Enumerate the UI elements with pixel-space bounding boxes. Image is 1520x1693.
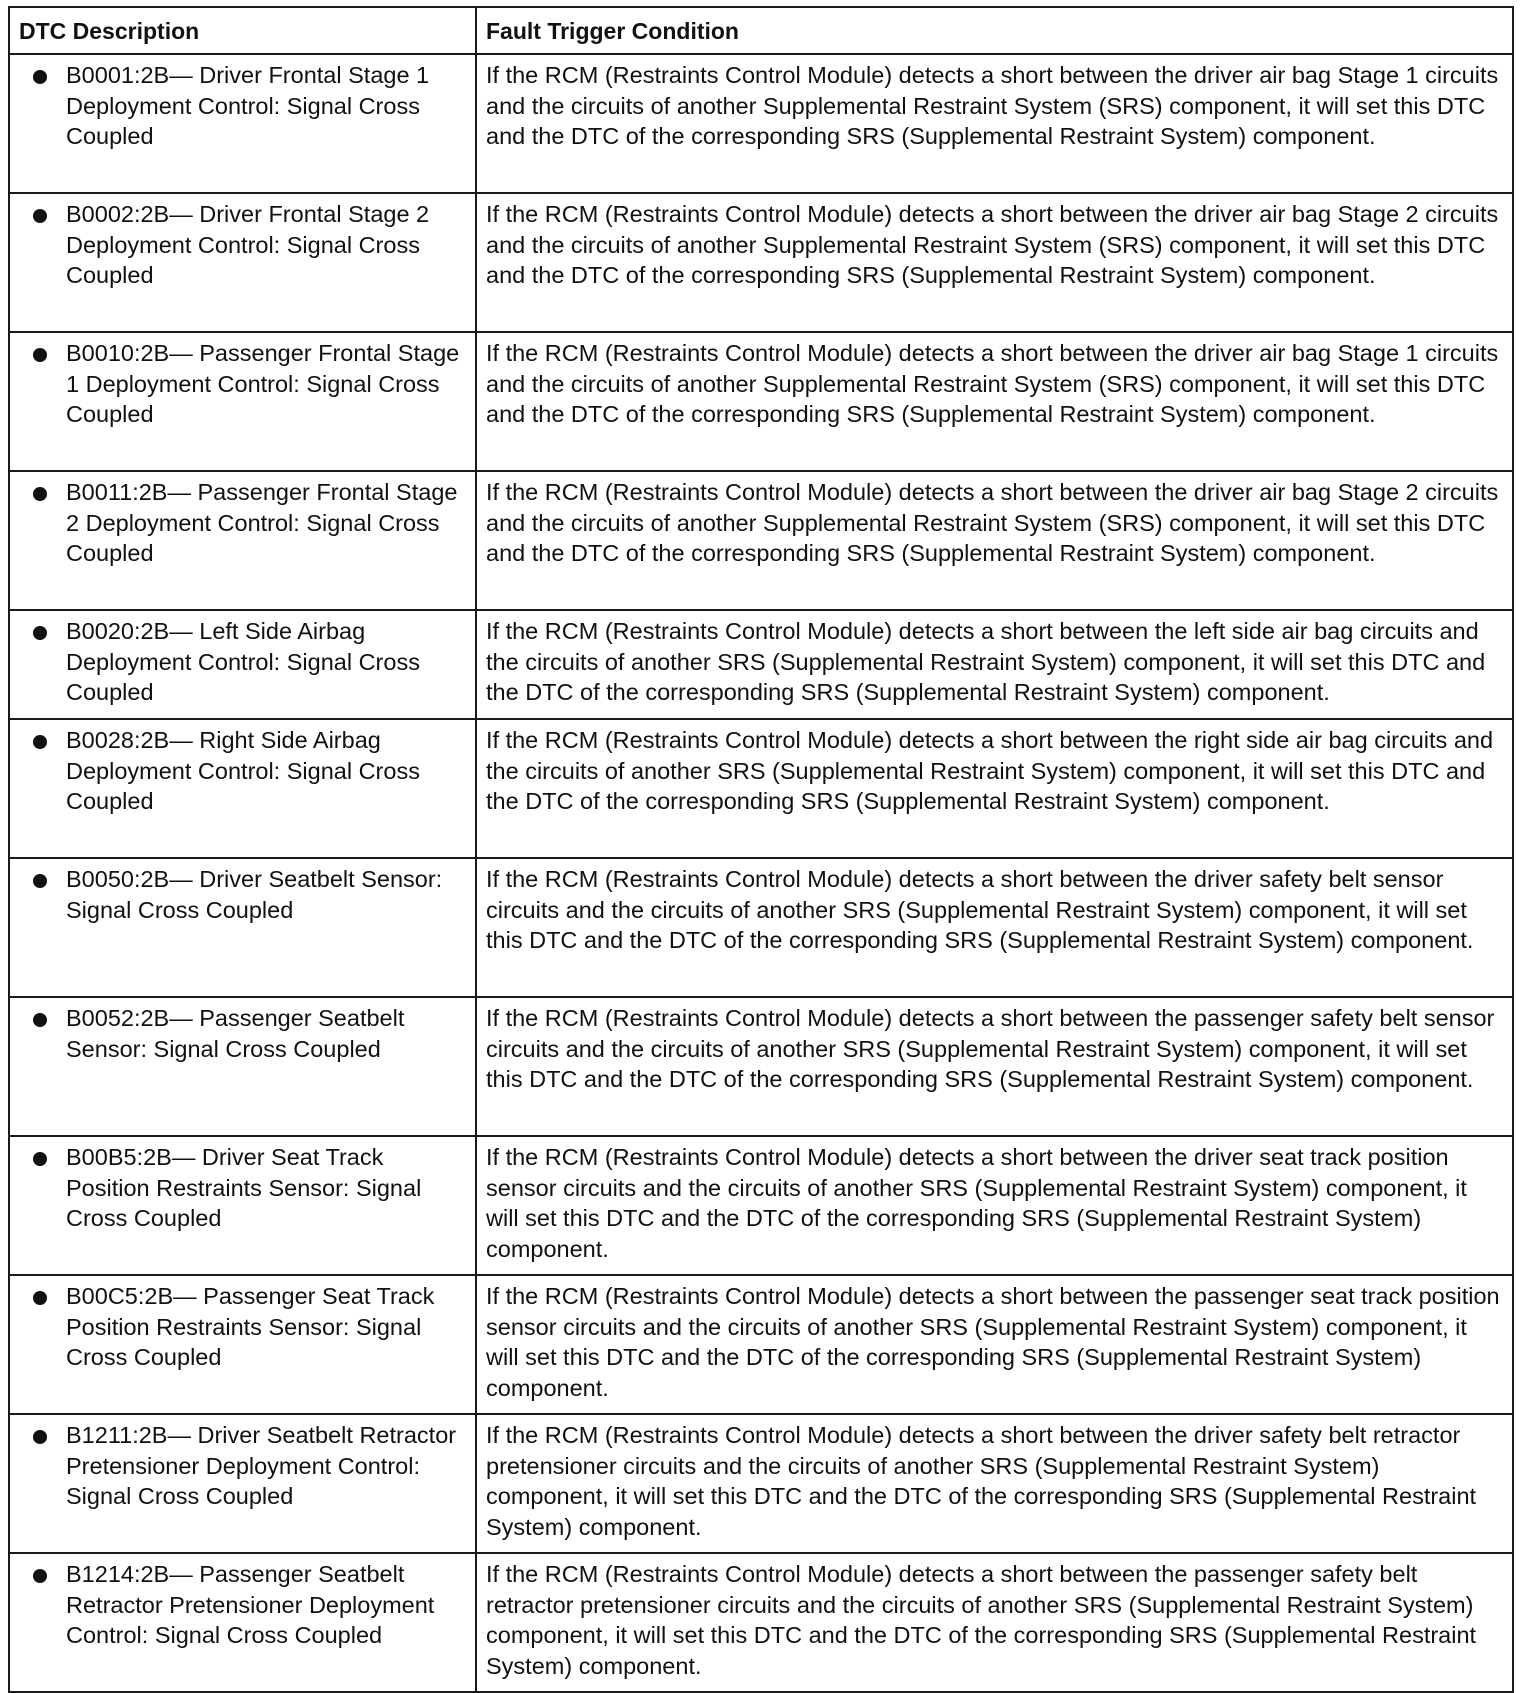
- dtc-table-container: [8, 6, 1512, 1681]
- table-row: [9, 1136, 1513, 1275]
- dtc-description-cell: [9, 54, 476, 193]
- bullet-icon: [33, 1013, 47, 1027]
- dtc-description-text: B00B5:2B— Driver Seat Track Position Restraints Sensor: Signal Cross Coupled: [66, 1144, 422, 1231]
- fault-condition-cell: If the RCM (Restraints Control Module) detects a short between the driver safety belt sensor circuits and the circuits of another SRS (Supplemental Restraint System) component, it will set this DTC and the DTC of the corresponding SRS (Supplemental Restraint System) component.: [476, 858, 1513, 997]
- table-row: [9, 610, 1513, 719]
- dtc-description-text: B0050:2B— Driver Seatbelt Sensor: Signal Cross Coupled: [66, 866, 443, 923]
- fault-condition-cell: If the RCM (Restraints Control Module) detects a short between the driver air bag Stage 1 circuits and the circuits of another Supplemental Restraint System (SRS) component, it will set this DTC and the DTC of the corresponding SRS (Supplemental Restraint System) component.: [476, 54, 1513, 193]
- bullet-icon: [33, 1152, 47, 1166]
- dtc-description-text: B0001:2B— Driver Frontal Stage 1 Deployment Control: Signal Cross Coupled: [66, 62, 430, 149]
- table-row: [9, 193, 1513, 332]
- bullet-icon: [33, 626, 47, 640]
- fault-condition-cell: If the RCM (Restraints Control Module) detects a short between the passenger safety belt sensor circuits and the circuits of another SRS (Supplemental Restraint System) component, it will set this DTC and the DTC of the corresponding SRS (Supplemental Restraint System) component.: [476, 997, 1513, 1136]
- fault-condition-cell: If the RCM (Restraints Control Module) detects a short between the driver seat track position sensor circuits and the circuits of another SRS (Supplemental Restraint System) component, it will set this DTC and the DTC of the corresponding SRS (Supplemental Restraint System) component.: [476, 1136, 1513, 1275]
- table-row: [9, 858, 1513, 997]
- dtc-description-text: B1214:2B— Passenger Seatbelt Retractor Pretensioner Deployment Control: Signal Cross Coupled: [66, 1561, 435, 1648]
- table-row: [9, 719, 1513, 858]
- fault-condition-cell: If the RCM (Restraints Control Module) detects a short between the driver safety belt retractor pretensioner circuits and the circuits of another SRS (Supplemental Restraint System) component, it will set this DTC and the DTC of the corresponding SRS (Supplemental Restraint System) component.: [476, 1414, 1513, 1553]
- table-row: [9, 54, 1513, 193]
- fault-condition-cell: If the RCM (Restraints Control Module) detects a short between the passenger seat track position sensor circuits and the circuits of another SRS (Supplemental Restraint System) component, it will set this DTC and the DTC of the corresponding SRS (Supplemental Restraint System) component.: [476, 1275, 1513, 1414]
- fault-condition-cell: If the RCM (Restraints Control Module) detects a short between the driver air bag Stage 2 circuits and the circuits of another Supplemental Restraint System (SRS) component, it will set this DTC and the DTC of the corresponding SRS (Supplemental Restraint System) component.: [476, 471, 1513, 610]
- bullet-icon: [33, 735, 47, 749]
- dtc-description-cell: [9, 471, 476, 610]
- dtc-description-text: B0002:2B— Driver Frontal Stage 2 Deployment Control: Signal Cross Coupled: [66, 201, 430, 288]
- dtc-description-text: B0010:2B— Passenger Frontal Stage 1 Deployment Control: Signal Cross Coupled: [66, 340, 460, 427]
- header-fault-trigger-condition: Fault Trigger Condition: [476, 7, 1513, 54]
- bullet-icon: [33, 209, 47, 223]
- dtc-description-cell: [9, 1414, 476, 1553]
- fault-condition-cell: If the RCM (Restraints Control Module) detects a short between the driver air bag Stage 1 circuits and the circuits of another Supplemental Restraint System (SRS) component, it will set this DTC and the DTC of the corresponding SRS (Supplemental Restraint System) component.: [476, 332, 1513, 471]
- header-dtc-description: DTC Description: [9, 7, 476, 54]
- dtc-description-cell: [9, 719, 476, 858]
- dtc-description-text: B1211:2B— Driver Seatbelt Retractor Pretensioner Deployment Control: Signal Cross Coupled: [66, 1422, 457, 1509]
- dtc-description-cell: [9, 858, 476, 997]
- dtc-description-cell: [9, 610, 476, 719]
- dtc-description-text: B0028:2B— Right Side Airbag Deployment Control: Signal Cross Coupled: [66, 727, 420, 814]
- dtc-description-cell: [9, 193, 476, 332]
- dtc-description-cell: [9, 1553, 476, 1692]
- dtc-description-text: B0020:2B— Left Side Airbag Deployment Control: Signal Cross Coupled: [66, 618, 420, 705]
- fault-condition-cell: If the RCM (Restraints Control Module) detects a short between the right side air bag circuits and the circuits of another SRS (Supplemental Restraint System) component, it will set this DTC and the DTC of the corresponding SRS (Supplemental Restraint System) component.: [476, 719, 1513, 858]
- fault-condition-cell: If the RCM (Restraints Control Module) detects a short between the left side air bag circuits and the circuits of another SRS (Supplemental Restraint System) component, it will set this DTC and the DTC of the corresponding SRS (Supplemental Restraint System) component.: [476, 610, 1513, 719]
- dtc-table: [8, 6, 1514, 1693]
- bullet-icon: [33, 487, 47, 501]
- table-row: [9, 1414, 1513, 1553]
- bullet-icon: [33, 348, 47, 362]
- bullet-icon: [33, 1430, 47, 1444]
- dtc-description-text: B0052:2B— Passenger Seatbelt Sensor: Signal Cross Coupled: [66, 1005, 405, 1062]
- dtc-description-cell: [9, 1136, 476, 1275]
- bullet-icon: [33, 1569, 47, 1583]
- dtc-description-cell: [9, 1275, 476, 1414]
- dtc-description-cell: [9, 332, 476, 471]
- table-row: [9, 1553, 1513, 1692]
- dtc-description-cell: [9, 997, 476, 1136]
- table-row: [9, 471, 1513, 610]
- fault-condition-cell: If the RCM (Restraints Control Module) detects a short between the passenger safety belt retractor pretensioner circuits and the circuits of another SRS (Supplemental Restraint System) component, it will set this DTC and the DTC of the corresponding SRS (Supplemental Restraint System) component.: [476, 1553, 1513, 1692]
- dtc-description-text: B00C5:2B— Passenger Seat Track Position Restraints Sensor: Signal Cross Coupled: [66, 1283, 435, 1370]
- table-row: [9, 1275, 1513, 1414]
- fault-condition-cell: If the RCM (Restraints Control Module) detects a short between the driver air bag Stage 2 circuits and the circuits of another Supplemental Restraint System (SRS) component, it will set this DTC and the DTC of the corresponding SRS (Supplemental Restraint System) component.: [476, 193, 1513, 332]
- bullet-icon: [33, 70, 47, 84]
- table-row: [9, 997, 1513, 1136]
- dtc-description-text: B0011:2B— Passenger Frontal Stage 2 Deployment Control: Signal Cross Coupled: [66, 479, 458, 566]
- bullet-icon: [33, 1291, 47, 1305]
- table-row: [9, 332, 1513, 471]
- table-header-row: [9, 7, 1513, 54]
- bullet-icon: [33, 874, 47, 888]
